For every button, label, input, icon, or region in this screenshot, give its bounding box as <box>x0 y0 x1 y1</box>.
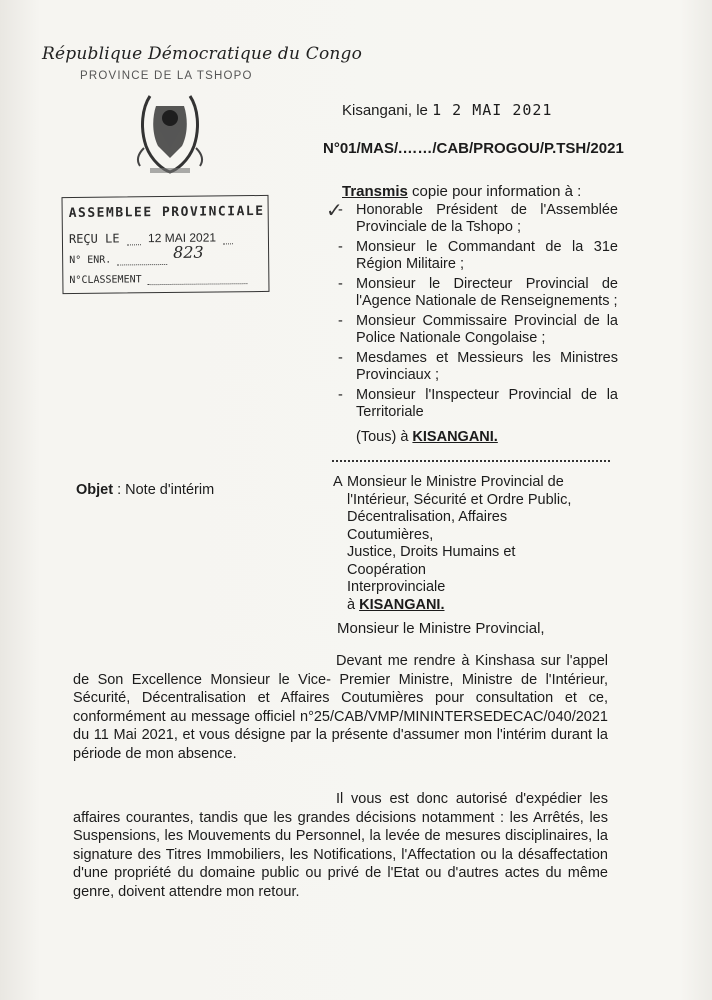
addressee-line: Monsieur le Ministre Provincial de <box>347 474 564 490</box>
objet-text: : Note d'intérim <box>113 482 215 498</box>
objet-line <box>76 482 214 498</box>
reference-number: N°01/MAS/.……/CAB/PROGOU/P.TSH/2021 <box>323 140 624 157</box>
date-line <box>342 101 552 119</box>
recipient-item: - Honorable Président de l'Assemblée Provinciale de la Tshopo ; <box>336 202 618 236</box>
salutation: Monsieur le Ministre Provincial, <box>337 620 545 637</box>
addressee-line: l'Intérieur, Sécurité et Ordre Public, <box>347 491 572 508</box>
stamp-received-line <box>69 230 233 246</box>
republic-header: République Démocratique du Congo <box>42 44 363 64</box>
province-header: PROVINCE DE LA TSHOPO <box>80 70 253 82</box>
date-stamp: 1 2 MAI 2021 <box>432 101 553 119</box>
stamp-received-label: REÇU LE <box>68 231 120 247</box>
recipient-item: - Monsieur Commissaire Provincial de la Police Nationale Congolaise ; <box>336 313 618 347</box>
body-paragraph-1: Devant me rendre à Kinshasa sur l'appel de Son Excellence Monsieur le Vice- Premier Ministre, Ministre de l'Intérieur, Sécurité, Décentralisation et Affaires Coutumières pour consultation et ce, conformément au message officiel n°25/CAB/VMP/MININTERSEDECAC/040/2021 du 11 Mai 2021, et vous désigne par la présente d'assumer mon l'intérim durant la période de mon absence. <box>73 653 608 762</box>
addressee-line: Interprovinciale <box>347 579 446 595</box>
recipient-item: - Monsieur le Directeur Provincial de l'Agence Nationale de Renseignements ; <box>336 276 618 310</box>
stamp-enr-line <box>69 254 167 266</box>
tous-line <box>356 429 498 445</box>
transmis-heading <box>342 183 581 200</box>
separator-line <box>332 460 610 462</box>
recipient-item: - Mesdames et Messieurs les Ministres Provinciaux ; <box>336 350 618 384</box>
transmis-label: Transmis <box>342 183 408 200</box>
date-prefix: Kisangani, le <box>342 102 428 119</box>
stamp-assembly-label: ASSEMBLEE PROVINCIALE <box>68 203 265 222</box>
addressee-city: KISANGANI. <box>359 596 445 613</box>
stamp-classement-label: N°CLASSEMENT <box>69 274 142 287</box>
transmis-text: copie pour information à : <box>407 183 582 200</box>
tous-prefix: (Tous) à <box>356 429 413 445</box>
addressee-city-line <box>347 597 593 615</box>
reception-stamp <box>61 195 269 294</box>
stamp-received-date: 12 MAI 2021 <box>147 230 217 246</box>
body-paragraph-2: Il vous est donc autorisé d'expédier les affaires courantes, tandis que les grandes décisions notamment : les Arrêtés, les Suspensions, les Mouvements du Personnel, la levée de mesures disciplinaires, la signature des Titres Immobiliers, les Notifications, l'Affectation ou la désaffectation d'une propriété du domaine public ou privé de l'Etat ou d'autres actes du même genre, doivent attendre mon retour. <box>73 791 608 900</box>
addressee-line: Justice, Droits Humains et Coopération <box>347 544 516 578</box>
addressee-line: Décentralisation, Affaires Coutumières, <box>347 509 508 543</box>
addressee-a: A <box>333 474 343 490</box>
stamp-classement-line <box>69 273 247 286</box>
recipient-list <box>336 202 618 424</box>
addressee-block <box>333 474 593 614</box>
coat-of-arms-emblem <box>130 88 210 178</box>
addressee-city-prefix: à <box>347 596 360 613</box>
stamp-registration-number: 823 <box>172 242 204 262</box>
checkmark-icon: ✓ <box>326 200 343 222</box>
recipient-item: - Monsieur l'Inspecteur Provincial de la Territoriale <box>336 387 618 421</box>
recipient-item: - Monsieur le Commandant de la 31e Région Militaire ; <box>336 239 618 273</box>
tous-city: KISANGANI. <box>412 429 498 445</box>
objet-label: Objet <box>76 482 114 498</box>
stamp-enr-label: N° ENR. <box>69 254 112 267</box>
